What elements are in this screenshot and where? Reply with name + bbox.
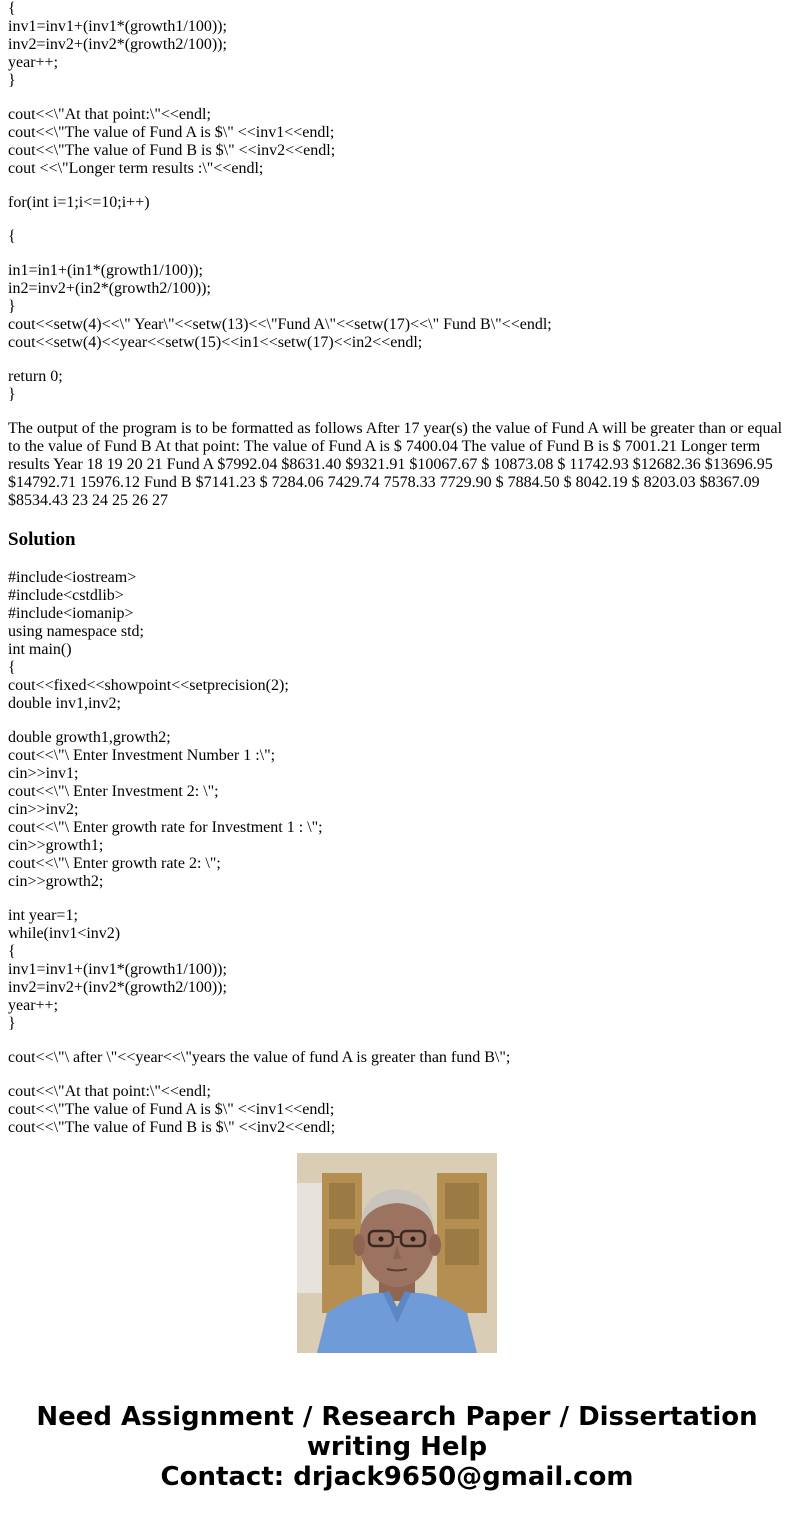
code-line: cout<<setw(4)<<year<<setw(15)<<in1<<setw(17)<<in2<<endl; bbox=[8, 334, 423, 351]
code-line: cout<<\"The value of Fund B is $\" <<inv2<<endl; bbox=[8, 1119, 336, 1136]
code-line: { bbox=[8, 943, 16, 960]
code-paragraph bbox=[8, 729, 786, 891]
code-line: int main() bbox=[8, 641, 72, 658]
code-line: cout<<\"At that point:\"<<endl; bbox=[8, 106, 211, 123]
code-paragraph bbox=[8, 194, 786, 212]
code-line: in2=inv2+(in2*(growth2/100)); bbox=[8, 280, 211, 297]
promo-line: Need Assignment / Research Paper / Dissertation bbox=[36, 1402, 758, 1432]
code-line: int year=1; bbox=[8, 907, 78, 924]
code-line: inv2=inv2+(inv2*(growth2/100)); bbox=[8, 36, 227, 53]
code-paragraph bbox=[8, 1049, 786, 1067]
code-line: year++; bbox=[8, 997, 59, 1014]
code-line: cout<<\"\ Enter Investment Number 1 :\"; bbox=[8, 747, 276, 764]
code-line: } bbox=[8, 298, 16, 315]
code-line: for(int i=1;i<=10;i++) bbox=[8, 194, 150, 211]
code-line: cin>>growth1; bbox=[8, 837, 104, 854]
code-paragraph bbox=[8, 1083, 786, 1137]
code-line: double inv1,inv2; bbox=[8, 695, 121, 712]
promo-contact: Contact: drjack9650@gmail.com bbox=[160, 1462, 634, 1492]
code-line: cin>>inv2; bbox=[8, 801, 79, 818]
code-line: cout<<\"\ Enter growth rate for Investment 1 : \"; bbox=[8, 819, 323, 836]
code-line: inv1=inv1+(inv1*(growth1/100)); bbox=[8, 18, 227, 35]
code-line: #include<cstdlib> bbox=[8, 587, 124, 604]
code-paragraph bbox=[8, 228, 786, 246]
code-line: return 0; bbox=[8, 368, 63, 385]
code-line: cout<<\"\ after \"<<year<<\"years the value of fund A is greater than fund B\"; bbox=[8, 1049, 511, 1066]
code-line: cout<<setw(4)<<\" Year\"<<setw(13)<<\"Fund A\"<<setw(17)<<\" Fund B\"<<endl; bbox=[8, 316, 552, 333]
code-line: cout<<\"\ Enter Investment 2: \"; bbox=[8, 783, 219, 800]
code-paragraph bbox=[8, 907, 786, 1033]
code-line: cout<<\"The value of Fund A is $\" <<inv1<<endl; bbox=[8, 124, 335, 141]
promo-line: writing Help bbox=[306, 1432, 488, 1462]
code-line: cout<<\"\ Enter growth rate 2: \"; bbox=[8, 855, 221, 872]
code-line: #include<iostream> bbox=[8, 569, 137, 586]
code-line: { bbox=[8, 659, 16, 676]
problem-statement: The output of the program is to be formatted as follows After 17 year(s) the value of Fund A will be greater than or equal to the value of Fund B At that point: The value of Fund A is $ 7400.04 The value of Fund B is $ 7001.21 Longer term results Year 18 19 20 21 Fund A $7992.04 $8631.40 $9321.91 $10067.67 $ 10873.08 $ 11742.93 $12682.36 $13696.95 $14792.71 15976.12 Fund B $7141.23 $ 7284.06 7429.74 7578.33 7729.90 $ 7884.50 $ 8042.19 $ 8203.03 $8367.09 $8534.43 23 24 25 26 27 bbox=[8, 420, 783, 509]
code-paragraph bbox=[8, 368, 786, 404]
code-line: } bbox=[8, 1015, 16, 1032]
code-paragraph bbox=[8, 0, 786, 90]
code-line: { bbox=[8, 0, 16, 17]
code-line: cout<<\"The value of Fund B is $\" <<inv2<<endl; bbox=[8, 142, 336, 159]
code-line: { bbox=[8, 228, 16, 245]
code-paragraph bbox=[8, 262, 786, 352]
code-line: year++; bbox=[8, 54, 59, 71]
code-line: using namespace std; bbox=[8, 623, 144, 640]
code-paragraph bbox=[8, 569, 786, 713]
code-line: in1=in1+(in1*(growth1/100)); bbox=[8, 262, 203, 279]
code-line: } bbox=[8, 72, 16, 89]
code-line: cin>>inv1; bbox=[8, 765, 79, 782]
author-avatar bbox=[297, 1153, 497, 1353]
code-line: while(inv1<inv2) bbox=[8, 925, 121, 942]
author-photo bbox=[297, 1153, 497, 1353]
code-line: cout<<fixed<<showpoint<<setprecision(2); bbox=[8, 677, 289, 694]
code-line: #include<iomanip> bbox=[8, 605, 134, 622]
code-paragraph bbox=[8, 106, 786, 178]
code-line: double growth1,growth2; bbox=[8, 729, 171, 746]
code-line: cout<<\"The value of Fund A is $\" <<inv1<<endl; bbox=[8, 1101, 335, 1118]
code-line: cout <<\"Longer term results :\"<<endl; bbox=[8, 160, 264, 177]
promo-banner bbox=[0, 1402, 794, 1492]
code-line: cout<<\"At that point:\"<<endl; bbox=[8, 1083, 211, 1100]
code-line: inv2=inv2+(inv2*(growth2/100)); bbox=[8, 979, 227, 996]
code-line: } bbox=[8, 386, 16, 403]
solution-heading: Solution bbox=[8, 529, 76, 550]
code-line: inv1=inv1+(inv1*(growth1/100)); bbox=[8, 961, 227, 978]
code-line: cin>>growth2; bbox=[8, 873, 104, 890]
